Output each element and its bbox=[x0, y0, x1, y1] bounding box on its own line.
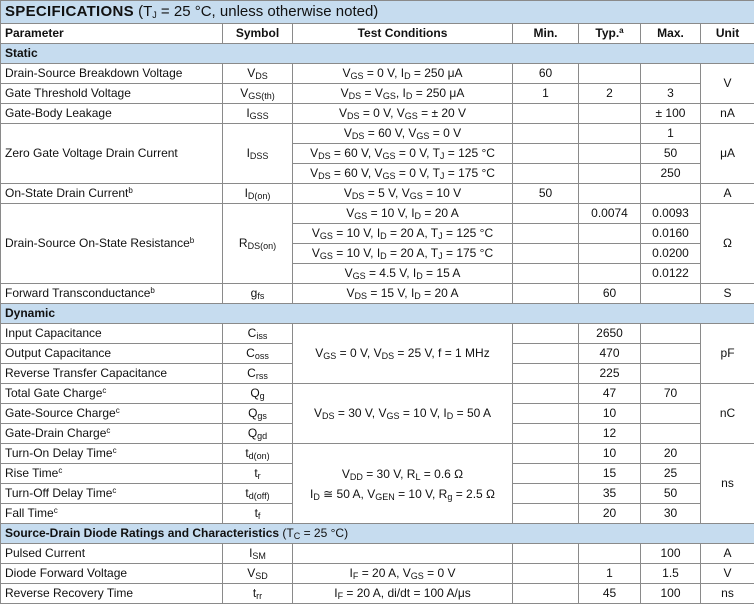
table-row: Reverse Recovery Time $t_{rr}$ $I_F = 20$ A, di/dt = 100 A/μs 45 100 ns bbox=[1, 584, 754, 604]
header-parameter: Parameter bbox=[1, 24, 223, 44]
title-main: SPECIFICATIONS bbox=[5, 3, 134, 20]
table-row: $V_{GS} = 10$ V, $I_D = 20$ A, $T_J = 125$ °C 0.0160 bbox=[1, 224, 754, 244]
title-condition: (T bbox=[134, 3, 152, 20]
section-static: Static bbox=[1, 44, 754, 64]
table-row: Turn-Off Delay Time$^c$ $t_{d(off)}$ 35 50 bbox=[1, 484, 754, 504]
table-row: Input Capacitance $C_{iss}$ $V_{GS} = 0$ V, $V_{DS} = 25$ V, f = 1 MHz 2650 pF bbox=[1, 324, 754, 344]
section-diode: Source-Drain Diode Ratings and Characteristics ($T_C = 25$ °C) bbox=[1, 524, 754, 544]
table-row: $V_{DS} = 60$ V, $V_{GS} = 0$ V, $T_J = 125$ °C 50 bbox=[1, 144, 754, 164]
header-typ: Typ.$^a$ bbox=[579, 24, 641, 44]
table-row: Rise Time$^c$ $t_r$ 15 25 bbox=[1, 464, 754, 484]
table-row: Reverse Transfer Capacitance $C_{rss}$ 225 bbox=[1, 364, 754, 384]
table-row: Pulsed Current $I_{SM}$ 100 A bbox=[1, 544, 754, 564]
section-dynamic: Dynamic bbox=[1, 304, 754, 324]
table-row: Gate-Source Charge$^c$ $Q_{gs}$ 10 bbox=[1, 404, 754, 424]
table-row: Output Capacitance $C_{oss}$ 470 bbox=[1, 344, 754, 364]
table-row: Gate-Body Leakage $I_{GSS}$ $V_{DS} = 0$ V, $V_{GS}$ = ± 20 V ± 100 nA bbox=[1, 104, 754, 124]
header-min: Min. bbox=[513, 24, 579, 44]
table-row: Forward Transconductance$^b$ $g_{fs}$ $V_{DS} = 15$ V, $I_D = 20$ A 60 S bbox=[1, 284, 754, 304]
header-unit: Unit bbox=[701, 24, 754, 44]
table-row: Gate-Drain Charge$^c$ $Q_{gd}$ 12 bbox=[1, 424, 754, 444]
table-row: Drain-Source Breakdown Voltage $V_{DS}$ $V_{GS} = 0$ V, $I_D = 250$ μA 60 V bbox=[1, 64, 754, 84]
table-row: Zero Gate Voltage Drain Current $I_{DSS}$ $V_{DS} = 60$ V, $V_{GS} = 0$ V 1 μA bbox=[1, 124, 754, 144]
header-symbol: Symbol bbox=[223, 24, 293, 44]
table-row: $V_{GS} = 4.5$ V, $I_D = 15$ A 0.0122 bbox=[1, 264, 754, 284]
table-title: SPECIFICATIONS ($T_J = 25$ °C, unless otherwise noted) bbox=[1, 1, 754, 24]
header-test-conditions: Test Conditions bbox=[293, 24, 513, 44]
header-max: Max. bbox=[641, 24, 701, 44]
table-row: Diode Forward Voltage $V_{SD}$ $I_F = 20$ A, $V_{GS} = 0$ V 1 1.5 V bbox=[1, 564, 754, 584]
table-row: On-State Drain Current$^b$ $I_{D(on)}$ $V_{DS} = 5$ V, $V_{GS} = 10$ V 50 A bbox=[1, 184, 754, 204]
table-row: Total Gate Charge$^c$ $Q_g$ $V_{DS} = 30$ V, $V_{GS} = 10$ V, $I_D = 50$ A 47 70 nC bbox=[1, 384, 754, 404]
header-row bbox=[1, 24, 754, 44]
table-row: $V_{DS} = 60$ V, $V_{GS} = 0$ V, $T_J = 175$ °C 250 bbox=[1, 164, 754, 184]
table-row: $V_{GS} = 10$ V, $I_D = 20$ A, $T_J = 175$ °C 0.0200 bbox=[1, 244, 754, 264]
table-row: Turn-On Delay Time$^c$ $t_{d(on)}$ $V_{DD} = 30$ V, $R_L = 0.6$ Ω $I_D$ ≅ 50 A, $V_{GEN} = 10$ V, $R_g = 2.5$ Ω 10 20 ns bbox=[1, 444, 754, 464]
table-row: Gate Threshold Voltage $V_{GS(th)}$ $V_{DS} = V_{GS}$, $I_D = 250$ μA 1 2 3 bbox=[1, 84, 754, 104]
table-row: Fall Time$^c$ $t_f$ 20 30 bbox=[1, 504, 754, 524]
table-row: Drain-Source On-State Resistance$^b$ $R_{DS(on)}$ $V_{GS} = 10$ V, $I_D = 20$ A 0.0074 0.0093 Ω bbox=[1, 204, 754, 224]
